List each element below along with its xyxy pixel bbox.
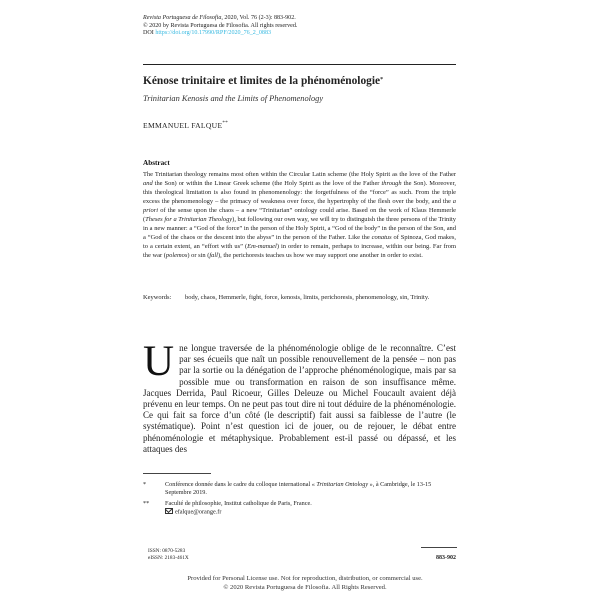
abstract-text-segment: of the sense upon the chaos – a new “Trinitarian” ontology could arise. Based on the work of Klaus Hemmerle ( <box>143 206 456 223</box>
abstract-emphasis: fall <box>209 251 218 259</box>
doi-line <box>143 30 493 38</box>
conference-name: Trinitarian Ontology <box>316 481 369 488</box>
title-text: Kénose trinitaire et limites de la phénoménologie <box>143 75 381 87</box>
eissn: eISSN: 2183-461X <box>148 555 189 561</box>
abstract-emphasis: conatus <box>371 233 392 241</box>
footnote-text <box>165 500 456 517</box>
keywords-list: body, chaos, Hemmerle, fight, force, kenosis, limits, perichoresis, phenomenology, sin, Trinity. <box>185 294 430 301</box>
footnote-text-part: », à Cambridge, le 13-15 Septembre 2019. <box>165 481 432 496</box>
abstract-heading: Abstract <box>143 159 170 167</box>
author-email-link[interactable]: efalque@orange.fr <box>175 508 222 516</box>
page-range: 883-902 <box>436 555 456 561</box>
footnote-text <box>165 481 456 497</box>
mail-icon <box>165 508 173 514</box>
page-range-divider <box>421 547 457 548</box>
article-title <box>143 74 503 88</box>
header-divider <box>143 64 456 65</box>
license-line: Provided for Personal License use. Not for reproduction, distribution, or commercial use. <box>187 575 423 582</box>
copyright-line: © 2020 by Revista Portuguesa de Filosofia. All rights reserved. <box>143 22 298 29</box>
abstract-text-segment: ) in order to remain, perhaps to increase, within our being. Far from the war ( <box>143 242 457 259</box>
footnote-marker: ** <box>143 500 150 507</box>
issn-block <box>148 548 189 562</box>
affiliation: Faculté de philosophie, Institut catholique de Paris, France. <box>165 500 312 507</box>
footnote-divider <box>143 473 211 474</box>
footnote-marker: * <box>143 481 147 488</box>
article-subtitle: Trinitarian Kenosis and the Limits of Phenomenology <box>143 94 324 103</box>
abstract-emphasis: a priori <box>143 197 456 214</box>
citation-details: , 2020, Vol. 76 (2-3): 883-902. <box>221 15 296 21</box>
journal-header <box>143 15 493 38</box>
doi-link[interactable]: https://doi.org/10.17990/RPF/2020_76_2_0883 <box>155 30 272 37</box>
abstract-text-segment: the Son) or within the Linear Greek scheme (the Holy Spirit as the love of the Father <box>152 179 382 187</box>
license-notice <box>110 574 500 592</box>
drop-cap: U <box>143 338 175 385</box>
abstract-text-segment: The Trinitarian theology remains most often within the Circular Latin scheme (the Holy Spirit as the love of the Father <box>143 171 456 178</box>
abstract-emphasis: through <box>381 179 402 187</box>
keywords <box>143 294 456 303</box>
abstract-emphasis: polemos <box>165 251 188 259</box>
abstract-text-segment: ) or sin ( <box>187 251 210 259</box>
author-name <box>143 121 503 130</box>
abstract-emphasis: Theses for a Trinitarian Theology <box>145 215 233 223</box>
license-copyright: © 2020 Revista Portuguesa de Filosofia. All Rights Reserved. <box>223 584 387 592</box>
footnote-1 <box>143 481 456 497</box>
keywords-label: Keywords: <box>143 294 172 301</box>
citation-line <box>143 15 493 23</box>
footnote-text-part: Conférence donnée dans le cadre du colloque international « <box>165 481 317 488</box>
abstract-text <box>143 171 456 261</box>
journal-name: Revista Portuguesa de Filosofia <box>143 15 222 21</box>
author-footnote-marker[interactable]: ** <box>222 121 228 126</box>
abstract-text-segment: ), but following our own way, we will try to distinguish the three persons of the Trinity in a new manner: a “God of the force” in the person of the Holy Spirit, a “God of the body” in the person of the Son, and a “God of the chaos or the descent into the abyss” in the person of the Father. Like the <box>143 215 456 241</box>
abstract-text-segment: of Spinoza, God makes, to a certain extent, an “effort with us” ( <box>143 233 456 250</box>
abstract-emphasis: and <box>143 179 153 187</box>
issn: ISSN: 0870-5283 <box>148 548 186 554</box>
abstract-emphasis: Em-manuel <box>247 242 277 250</box>
abstract-text-segment: the Son). Moreover, this theological limitation is also found in phenomenology: the forgetfulness of the “force” as such. From the triple excess the phenomenology – the primacy of weakness over force, the hypertrophy of the flesh over the body, and the <box>143 179 456 205</box>
footnote-2 <box>143 500 456 517</box>
title-footnote-marker[interactable]: * <box>380 77 384 83</box>
author-text: EMMANUEL FALQUE <box>143 121 223 130</box>
doi-label: DOI <box>143 30 154 37</box>
body-paragraph <box>143 338 456 455</box>
abstract-text-segment: ), the perichoresis teaches us how we may support one another in order to exist. <box>217 251 423 259</box>
body-text: ne longue traversée de la phénoménologie oblige de le reconnaître. C’est par ses écueils que naît un possible renouvellement de la pensée – non pas par la sortie ou la dénégation de l’approche phénoménologique, mais par sa possible mue ou transformation en raison de son insuffisance même. Jacques Derrida, Paul Ricoeur, Gilles Deleuze ou Michel Foucault avaient déjà prévenu en leur temps. On ne peut pas tout dire ni tout déduire de la phénoménologie. Ce qui fait sa force d’un côté (le descriptif) fait aussi sa faiblesse de l’autre (le systématique). Point n’est question ici de jouer, ou de rejouer, le débat entre phénoménologie et métaphysique. Probablement est-il passé ou dépassé, et les attaques des <box>143 343 456 454</box>
